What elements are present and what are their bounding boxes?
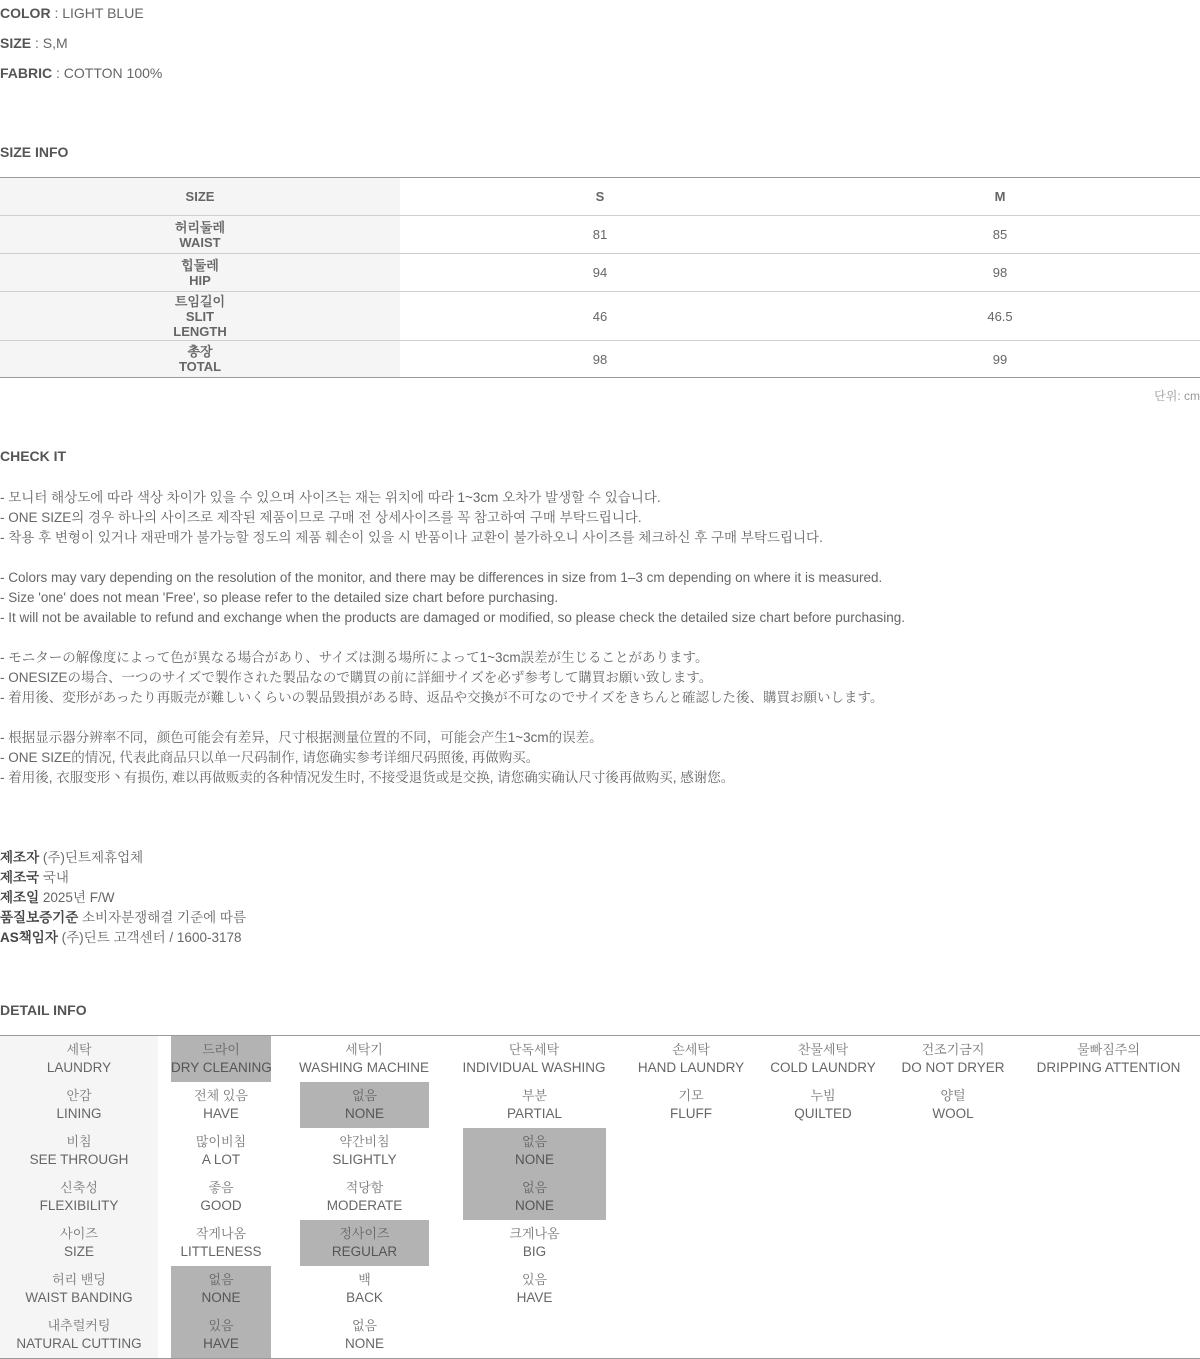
detail-row-head-lining xyxy=(0,1082,158,1128)
detail-option-waist-banding xyxy=(171,1266,271,1312)
detail-option-natural-cutting-kr: 없음 xyxy=(351,1318,378,1333)
row-label-kr: 힙둘레 xyxy=(181,257,219,273)
detail-option-flexibility xyxy=(463,1174,606,1220)
row-label-en: WAIST xyxy=(179,234,221,250)
detail-option-waist-banding-kr: 없음 xyxy=(208,1272,234,1287)
row-value-s: 98 xyxy=(400,341,800,378)
detail-option-lining xyxy=(300,1082,429,1128)
maker-value: (주)딘트 고객센터 / 1600-3178 xyxy=(57,930,242,945)
header-m: M xyxy=(800,178,1200,216)
detail-option-see-through-en: NONE xyxy=(514,1152,554,1167)
row-value-m: 98 xyxy=(800,254,1200,292)
row-label-en: HIP xyxy=(189,272,211,288)
detail-option-laundry xyxy=(630,1036,752,1082)
detail-option-size-kr: 크게나옴 xyxy=(509,1226,560,1241)
detail-option-laundry xyxy=(1030,1036,1187,1082)
detail-option-natural-cutting-en: HAVE xyxy=(203,1336,239,1351)
detail-option-laundry-kr: 건조기금지 xyxy=(921,1042,985,1057)
size-table-header xyxy=(0,178,1200,216)
spec-size xyxy=(0,35,68,51)
detail-option-lining-en: FLUFF xyxy=(670,1106,712,1121)
row-label xyxy=(0,341,400,378)
note-line: - ONESIZEの場合、一つのサイズで製作された製品なので購買の前に詳細サイズを必ず参考して購買お願い致します。 xyxy=(0,670,713,685)
table-row xyxy=(0,216,1200,254)
row-label-kr: 허리둘레 xyxy=(174,219,226,235)
row-label xyxy=(0,292,400,341)
detail-row-head-size-kr: 사이즈 xyxy=(60,1226,98,1241)
spec-color-value: : LIGHT BLUE xyxy=(50,5,144,21)
check-it-title: CHECK IT xyxy=(0,448,67,464)
detail-option-lining-en: HAVE xyxy=(203,1106,239,1121)
detail-option-size-kr: 작게나옴 xyxy=(195,1226,247,1241)
detail-row-head-waist-banding-kr: 허리 밴딩 xyxy=(52,1272,106,1287)
detail-option-size-en: BIG xyxy=(522,1244,547,1259)
detail-option-laundry-kr: 세탁기 xyxy=(345,1042,383,1057)
note-spacer xyxy=(0,548,905,568)
detail-option-flexibility-kr: 없음 xyxy=(521,1180,548,1195)
detail-option-waist-banding xyxy=(463,1266,606,1312)
detail-row-head-flexibility-kr: 신축성 xyxy=(60,1180,98,1195)
detail-option-see-through xyxy=(463,1128,606,1174)
maker-label: AS책임자 xyxy=(0,930,58,945)
detail-option-laundry-kr: 물빠짐주의 xyxy=(1077,1042,1140,1057)
header-s: S xyxy=(400,178,800,216)
detail-option-lining xyxy=(463,1082,606,1128)
detail-option-natural-cutting-kr: 있음 xyxy=(208,1318,234,1333)
detail-option-lining xyxy=(763,1082,883,1128)
detail-option-lining-kr: 누빔 xyxy=(810,1088,836,1103)
row-value-m: 46.5 xyxy=(800,292,1200,341)
detail-option-waist-banding-en: BACK xyxy=(346,1290,383,1305)
detail-option-laundry-kr: 단독세탁 xyxy=(508,1042,560,1057)
maker-label: 제조자 xyxy=(0,850,40,865)
row-label-kr: 총장 xyxy=(187,344,213,359)
detail-option-see-through-kr: 많이비침 xyxy=(195,1134,247,1149)
note-spacer xyxy=(0,628,905,648)
row-value-s: 46 xyxy=(400,292,800,341)
detail-option-laundry-en: DRY CLEANING xyxy=(171,1060,272,1075)
detail-option-laundry-en: COLD LAUNDRY xyxy=(770,1060,876,1075)
maker-label: 품질보증기준 xyxy=(0,910,79,925)
note-line: - 착용 후 변형이 있거나 재판매가 불가능할 정도의 제품 훼손이 있을 시 반품이나 교환이 불가하오니 사이즈를 체크하신 후 구매 부탁드립니다. xyxy=(0,530,823,545)
detail-info-grid xyxy=(0,1035,1200,1359)
detail-option-see-through xyxy=(300,1128,429,1174)
check-it-notes xyxy=(0,488,905,788)
detail-option-laundry-en: DO NOT DRYER xyxy=(901,1060,1005,1075)
maker-label: 제조국 xyxy=(0,870,40,885)
detail-option-flexibility xyxy=(300,1174,429,1220)
detail-option-lining-kr: 기모 xyxy=(678,1088,704,1103)
maker-row xyxy=(0,848,246,868)
detail-option-lining-kr: 없음 xyxy=(351,1088,378,1103)
detail-row-head-see-through-kr: 비침 xyxy=(66,1134,92,1149)
detail-option-laundry xyxy=(298,1036,430,1082)
detail-row-head-laundry-kr: 세탁 xyxy=(66,1042,92,1057)
detail-option-waist-banding-en: HAVE xyxy=(516,1290,553,1305)
detail-option-lining-en: WOOL xyxy=(932,1106,974,1121)
maker-row xyxy=(0,868,246,888)
detail-option-lining-kr: 부분 xyxy=(521,1088,548,1103)
maker-row xyxy=(0,928,246,948)
detail-option-natural-cutting xyxy=(300,1312,429,1358)
maker-value: 2025년 F/W xyxy=(39,890,115,905)
detail-row-head-laundry-en: LAUNDRY xyxy=(46,1060,112,1075)
row-value-m: 99 xyxy=(800,341,1200,378)
detail-option-laundry-kr: 손세탁 xyxy=(672,1042,710,1057)
detail-option-laundry-kr: 드라이 xyxy=(202,1042,240,1057)
detail-option-laundry-en: DRIPPING ATTENTION xyxy=(1036,1060,1181,1075)
detail-option-laundry-en: WASHING MACHINE xyxy=(298,1060,429,1075)
table-row xyxy=(0,254,1200,292)
detail-option-size xyxy=(463,1220,606,1266)
detail-option-laundry-en: INDIVIDUAL WASHING xyxy=(462,1060,606,1075)
detail-row-head-natural-cutting-kr: 내추럴커팅 xyxy=(47,1318,111,1333)
detail-option-flexibility-en: MODERATE xyxy=(326,1198,403,1213)
row-label-kr: 트임길이 xyxy=(174,293,226,309)
row-label xyxy=(0,216,400,254)
detail-row-head-see-through xyxy=(0,1128,158,1174)
detail-row-head-size-en: SIZE xyxy=(63,1244,94,1259)
row-value-s: 94 xyxy=(400,254,800,292)
detail-option-natural-cutting-en: NONE xyxy=(344,1336,384,1351)
detail-option-lining xyxy=(895,1082,1011,1128)
detail-option-lining-kr: 양털 xyxy=(940,1088,966,1103)
detail-option-waist-banding-kr: 백 xyxy=(358,1272,371,1287)
detail-row-head-waist-banding xyxy=(0,1266,158,1312)
note-line: - モニターの解像度によって色が異なる場合があり、サイズは測る場所によって1~3cm誤差が生じることがあります。 xyxy=(0,650,709,665)
detail-row-head-laundry xyxy=(0,1036,158,1082)
maker-value: (주)딘트제휴업체 xyxy=(39,850,144,865)
size-info-title: SIZE INFO xyxy=(0,144,69,160)
detail-row-head-lining-en: LINING xyxy=(56,1106,102,1121)
detail-option-flexibility-kr: 좋음 xyxy=(208,1180,234,1195)
detail-option-see-through-en: SLIGHTLY xyxy=(332,1152,397,1167)
detail-option-waist-banding-kr: 있음 xyxy=(521,1272,548,1287)
detail-option-size-kr: 정사이즈 xyxy=(339,1226,390,1241)
detail-row-head-natural-cutting-en: NATURAL CUTTING xyxy=(16,1336,142,1351)
row-label-en: TOTAL xyxy=(178,359,222,374)
detail-row-head-see-through-en: SEE THROUGH xyxy=(29,1152,129,1167)
note-spacer xyxy=(0,708,905,728)
detail-option-see-through-en: A LOT xyxy=(201,1152,241,1167)
detail-option-lining-en: PARTIAL xyxy=(506,1106,563,1121)
row-label-en: SLIT xyxy=(185,308,215,324)
table-row xyxy=(0,292,1200,341)
maker-label: 제조일 xyxy=(0,890,40,905)
detail-option-lining-kr: 전체 있음 xyxy=(194,1088,248,1103)
detail-info-title: DETAIL INFO xyxy=(0,1002,87,1018)
detail-row-head-waist-banding-en: WAIST BANDING xyxy=(25,1290,133,1305)
detail-row-head-lining-kr: 안감 xyxy=(66,1088,92,1103)
detail-option-laundry xyxy=(763,1036,883,1082)
row-value-m: 85 xyxy=(800,216,1200,254)
spec-fabric xyxy=(0,65,162,81)
detail-option-see-through xyxy=(171,1128,271,1174)
detail-option-flexibility-en: NONE xyxy=(514,1198,554,1213)
detail-row-head-natural-cutting xyxy=(0,1312,158,1358)
header-size: SIZE xyxy=(0,178,400,216)
spec-color-label: COLOR xyxy=(0,5,51,21)
spec-color xyxy=(0,5,144,21)
note-line: - 着用後, 衣服变形丶有损伤, 难以再做贩卖的各种情况发生时, 不接受退货或是交换, 请您确实确认尺寸後再做购买, 感谢您。 xyxy=(0,770,735,785)
note-line: - 着用後、変形があったり再販売が難しいくらいの製品毀損がある時、返品や交換が不可なのでサイズをきちんと確認した後、購買お願いします。 xyxy=(0,690,884,705)
spec-size-value: : S,M xyxy=(31,35,68,51)
detail-option-flexibility-en: GOOD xyxy=(200,1198,242,1213)
detail-option-see-through-kr: 없음 xyxy=(521,1134,548,1149)
detail-option-waist-banding xyxy=(300,1266,429,1312)
size-table xyxy=(0,177,1200,378)
detail-option-laundry xyxy=(171,1036,271,1082)
spec-fabric-label: FABRIC xyxy=(0,65,53,81)
detail-row-head-flexibility xyxy=(0,1174,158,1220)
table-row xyxy=(0,341,1200,378)
maker-row xyxy=(0,908,246,928)
note-line: - Colors may vary depending on the resolution of the monitor, and there may be differences in size from 1–3 cm depending on where it is measured. xyxy=(0,570,883,585)
row-value-s: 81 xyxy=(400,216,800,254)
detail-option-laundry xyxy=(462,1036,606,1082)
row-label xyxy=(0,254,400,292)
detail-option-waist-banding-en: NONE xyxy=(201,1290,241,1305)
maker-row xyxy=(0,888,246,908)
note-line: - 모니터 해상도에 따라 색상 차이가 있을 수 있으며 사이즈는 재는 위치에 따라 1~3cm 오차가 발생할 수 있습니다. xyxy=(0,490,661,505)
detail-option-flexibility xyxy=(171,1174,271,1220)
note-line: - It will not be available to refund and exchange when the products are damaged or modified, so please check the detailed size chart before purchasing. xyxy=(0,610,906,625)
detail-option-flexibility-kr: 적당함 xyxy=(345,1180,384,1195)
detail-option-lining-en: QUILTED xyxy=(794,1106,852,1121)
detail-option-natural-cutting xyxy=(171,1312,271,1358)
detail-row-head-size xyxy=(0,1220,158,1266)
detail-option-lining xyxy=(171,1082,271,1128)
detail-option-size xyxy=(300,1220,429,1266)
detail-option-size xyxy=(171,1220,271,1266)
note-line: - ONE SIZE의 경우 하나의 사이즈로 제작된 제품이므로 구매 전 상세사이즈를 꼭 참고하여 구매 부탁드립니다. xyxy=(0,510,642,525)
note-line: - 根据显示器分辨率不同，颜色可能会有差异，尺寸根据测量位置的不同，可能会产生1~3cm的误差。 xyxy=(0,730,603,745)
detail-option-size-en: LITTLENESS xyxy=(180,1244,262,1259)
unit-label: 단위: cm xyxy=(1154,389,1200,403)
detail-row-head-flexibility-en: FLEXIBILITY xyxy=(39,1198,119,1213)
maker-info xyxy=(0,848,246,948)
detail-option-size-en: REGULAR xyxy=(331,1244,398,1259)
detail-option-lining-en: NONE xyxy=(344,1106,384,1121)
note-line: - ONE SIZE的情况, 代表此商品只以单一尺码制作, 请您确实参考详细尺码照後, 再做购买。 xyxy=(0,750,540,765)
detail-option-laundry-kr: 찬물세탁 xyxy=(797,1042,849,1057)
note-line: - Size 'one' does not mean 'Free', so please refer to the detailed size chart before purchasing. xyxy=(0,590,559,605)
maker-value: 국내 xyxy=(39,870,69,885)
spec-fabric-value: : COTTON 100% xyxy=(52,65,163,81)
row-label-en2: LENGTH xyxy=(173,323,227,339)
detail-option-laundry-en: HAND LAUNDRY xyxy=(637,1060,745,1075)
spec-size-label: SIZE xyxy=(0,35,32,51)
detail-option-see-through-kr: 약간비침 xyxy=(339,1134,390,1149)
detail-option-laundry xyxy=(895,1036,1011,1082)
detail-option-lining xyxy=(630,1082,752,1128)
maker-value: 소비자분쟁해결 기준에 따름 xyxy=(78,910,246,925)
